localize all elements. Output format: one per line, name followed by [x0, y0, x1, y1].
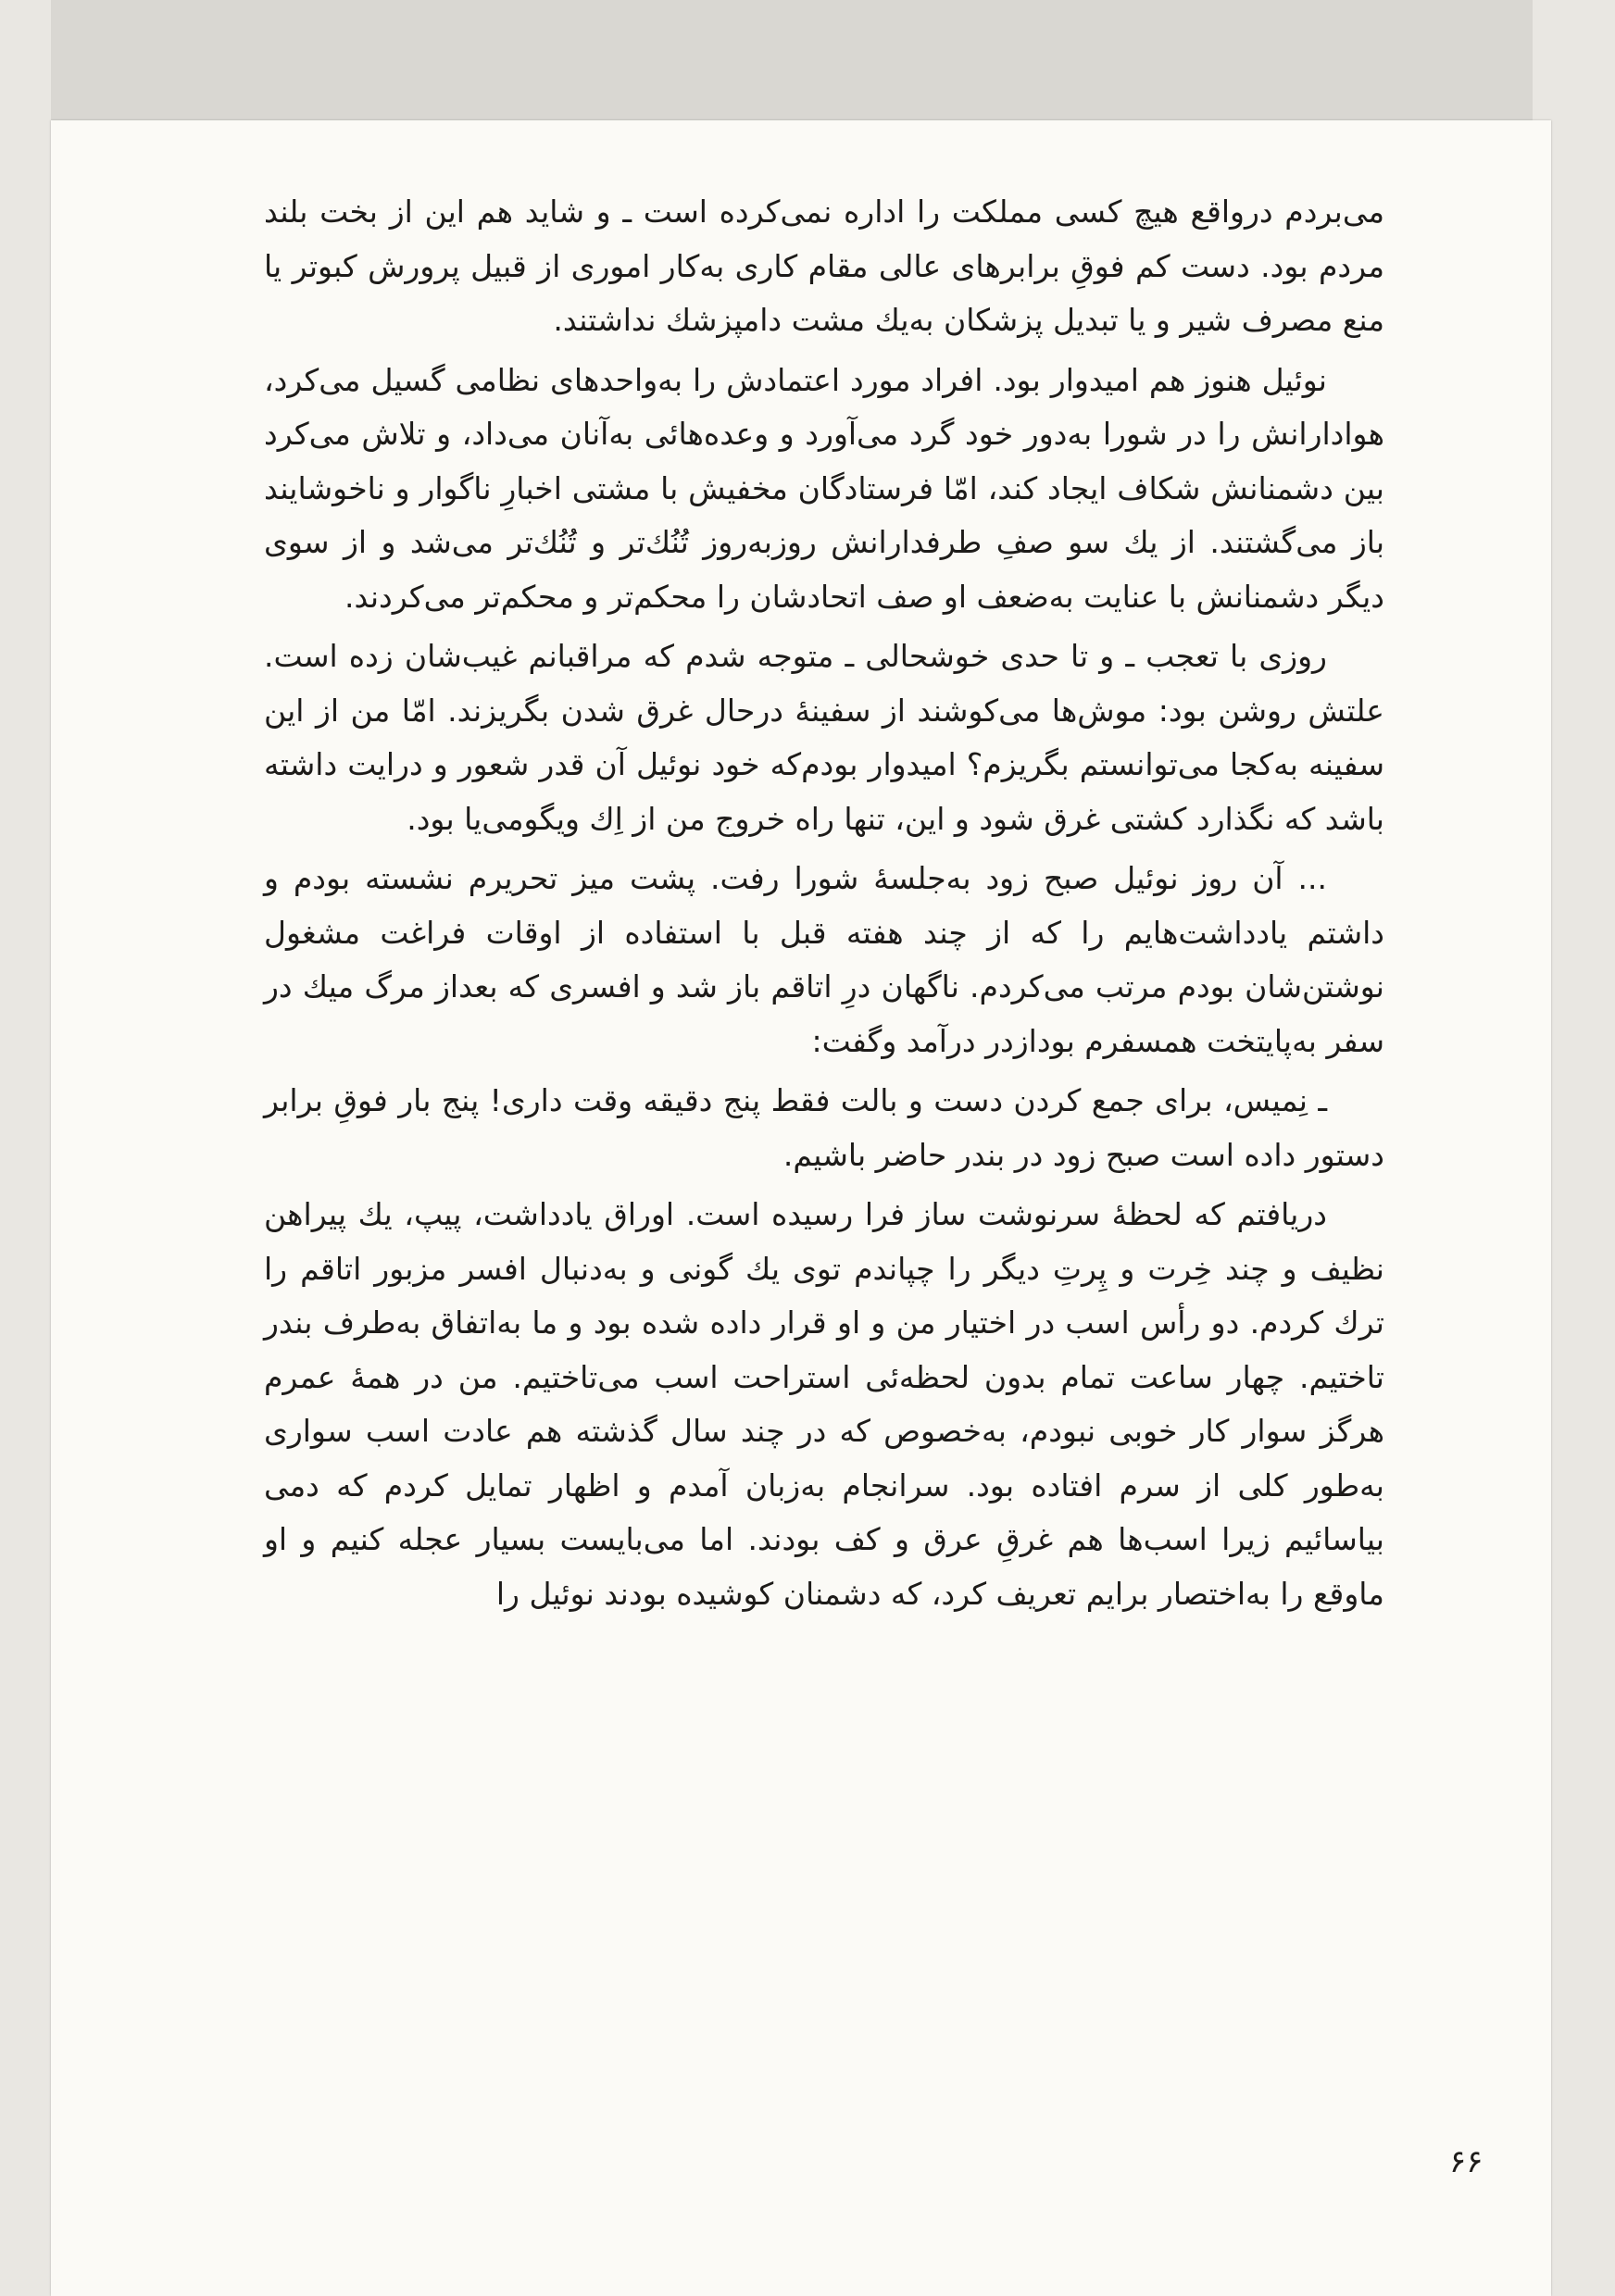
paragraph-1: می‌بردم درواقع هیچ کسی مملکت را اداره نمی‌کرده است ـ و شاید هم این از بخت بلند مردم بود. دست کم فوقِ برابرهای عالی مقام کاری به‌کار اموری از قبیل پرورش کبوتر یا منع مصرف شیر و یا تبدیل پزشکان به‌یك مشت دامپزشك نداشتند.: [264, 193, 1384, 338]
paragraph-6: دریافتم که لحظهٔ سرنوشت ساز فرا رسیده است. اوراق یادداشت، پیپ، یك پیراهن نظیف و چند خِرت و پِرتِ دیگر را چپاندم توی یك گونی و به‌دنبال افسر مزبور اتاقم را ترك کردم. دو رأس اسب در اختیار من و او قرار داده شده بود و ما به‌اتفاق به‌طرف بندر تاختیم. چهار ساعت تمام بدون لحظه‌ئی استراحت اسب می‌تاختیم. من در همهٔ عمرم هرگز سوار کار خوبی نبودم، به‌خصوص که در چند سال گذشته هم عادت اسب سواری به‌طور کلی از سرم افتاده بود. سرانجام به‌زبان آمدم و اظهار تمایل کردم که دمی بیاسائیم زیرا اسب‌ها هم غرقِ عرق و کف بودند. اما می‌بایست بسیار عجله کنیم و او ماوقع را به‌اختصار برایم تعریف کرد، که دشمنان کوشیده بودند نوئیل را: [264, 1196, 1384, 1612]
paragraph-4: ... آن روز نوئیل صبح زود به‌جلسهٔ شورا رفت. پشت میز تحریرم نشسته بودم و داشتم یادداشت‌هایم را که از چند هفته قبل با استفاده از اوقات فراغت مشغول نوشتن‌شان بودم مرتب می‌کردم. ناگهان درِ اتاقم باز شد و افسری که بعداز مرگ میك در سفر به‌پایتخت همسفرم بودازدر درآمد وگفت:: [264, 860, 1384, 1059]
page-number: ۶۶: [1449, 2143, 1484, 2180]
paragraph-2: نوئیل هنوز هم امیدوار بود. افراد مورد اعتمادش را به‌واحدهای نظامی گسیل می‌کرد، هوادارانش را در شورا به‌دور خود گرد می‌آورد و وعده‌هائی به‌آنان می‌داد، و تلاش می‌کرد بین دشمنانش شکاف ایجاد کند، امّا فرستادگان مخفیش با مشتی اخبارِ ناگوار و ناخوشایند باز می‌گشتند. از یك سو صفِ طرفدارانش روزبه‌روز تُنُك‌تر و تُنُك‌تر می‌شد و از سوی دیگر دشمنانش با عنایت به‌ضعف او صف اتحادشان را محکم‌تر و محکم‌تر می‌کردند.: [264, 361, 1384, 615]
page-body-text: [264, 185, 1384, 1621]
book-page: [51, 120, 1551, 2296]
paragraph-5: ـ نِمیس، برای جمع کردن دست و بالت فقط پنج دقیقه وقت داری! پنج بار فوقِ برابر دستور داده است صبح زود در بندر حاضر باشیم.: [264, 1082, 1384, 1173]
paragraph-3: روزی با تعجب ـ و تا حدی خوشحالی ـ متوجه شدم که مراقبانم غیب‌شان زده است. علتش روشن بود: موش‌ها می‌کوشند از سفینهٔ درحال غرق شدن بگریزند. امّا من از این سفینه به‌کجا می‌توانستم بگریزم؟ امیدوار بودم‌که خود نوئیل آن قدر شعور و درایت داشته باشد که نگذارد کشتی غرق شود و این، تنها راه خروج من از اِك ویگومی‌یا بود.: [264, 638, 1384, 837]
scan-background: [51, 0, 1533, 130]
